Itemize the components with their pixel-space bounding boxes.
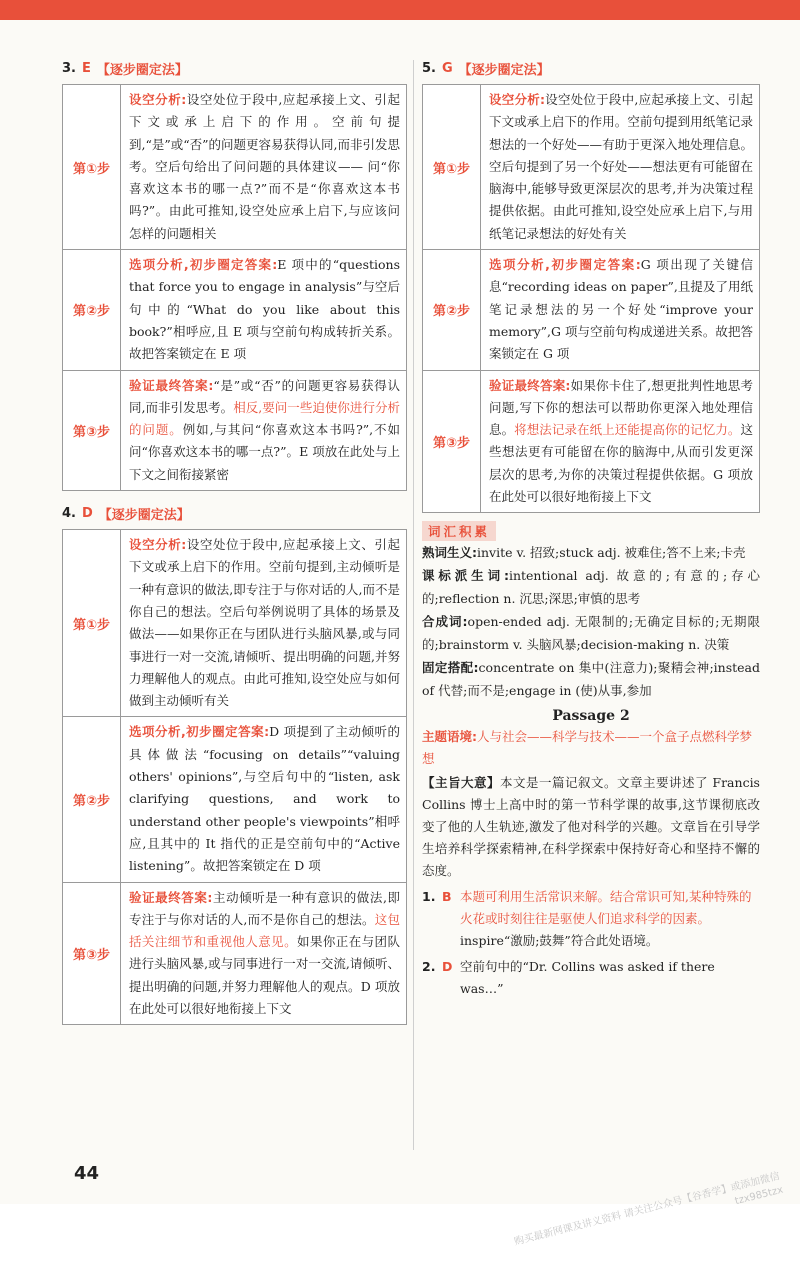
q3-step1-label: 第①步 [63,85,121,250]
right-column [422,56,760,1000]
answer-letter: D [442,959,453,975]
q5-step1-lead: 设空分析: [489,92,545,107]
vocab-text: intentional adj. 故意的;有意的;存心的;reflection n. 沉思;深思;审慎的思考 [422,568,760,607]
answer-number: 2. [422,959,436,975]
q5-step2-row [423,250,760,370]
q4-step2-text: D 项提到了主动倾听的具体做法“focusing on details”“valuing others' opinions”,与空后句中的“listen, ask clarifying questions, and work to understand other people's viewpoints”相呼应,且其中的 It 指代的正是空前句中的“Active listening”。故把答案锁定在 D 项 [129,724,401,874]
q3-step1-row [63,85,407,250]
watermark: 购买最新网课及讲义资料 请关注公众号【谷香学】或添加微信 tzx985tzx [513,1170,785,1248]
q3-step3-body [121,370,407,490]
q3-step3-label: 第③步 [63,370,121,490]
vocab-label: 固定搭配: [422,660,479,676]
main-idea-text: 本文是一篇记叙文。文章主要讲述了 Francis Collins 博士上高中时的第一节科学课的故事,这节课彻底改变了他的人生轨迹,激发了他对科学的兴趣。文章旨在引导学生培养科学探索精神,在科学探索中保持好奇心和坚持不懈的态度。 [422,775,760,879]
q4-step2-label: 第②步 [63,717,121,882]
q5-step1-label: 第①步 [423,85,481,250]
q3-answer: E [81,60,91,76]
q3-number: 3. [62,60,76,76]
q3-step3-text-a: “是”或“否”的问题更容易获得认同,而非引发思考。 [129,377,401,415]
page [0,20,800,1248]
page-number: 44 [74,1163,100,1184]
theme-value: 人与社会——科学与技术——一个盒子点燃科学梦想 [422,729,753,767]
q4-step1-text: 设空处位于段中,应起承接上文、引起下文或承上启下的作用。空前句提到,主动倾听是一种有意识的做法,即专注于与你对话的人,而不是你自己的想法。空后句举例说明了具体的场景及做法——如果你正在与团队进行头脑风暴,或与同事进行一对一交流,请倾听、提出明确的问题,并努力理解他人的观点。由此可推知,设空处应与如何做到主动倾听有关 [129,537,400,709]
vocab-label: 合成词: [422,614,468,630]
passage-title: Passage 2 [552,708,630,725]
q5-number: 5. [422,60,436,76]
q5-step3-text-a: 如果你卡住了,想更批判性地思考问题,写下你的想法可以帮助你更深入地处理信息。 [489,377,753,438]
answer-text [460,956,760,1000]
vocab-text: concentrate on 集中(注意力);聚精会神;instead of 代替;而不是;engage in (使)从事,参加 [422,660,761,699]
q5-step3-text-b: 这些想法更有可能留在你的脑海中,从而引发更深层次的思考,为你的决策过程提供依据。G 项放在此处可以很好地衔接上下文 [489,422,753,505]
column-divider [413,60,414,1150]
q4-step2-row [63,717,407,882]
q3-step3-highlight: 相反,要问一些迫使你进行分析的问题。 [129,399,400,438]
q5-step3-highlight: 将想法记录在纸上还能提高你的记忆力。 [514,422,741,438]
vocab-list [422,541,760,702]
theme-line [422,726,760,770]
answer-item [422,956,760,1000]
q3-step3-text-b: 例如,与其问“你喜欢这本书吗?”,不如问“你喜欢这本书的哪一点?”。E 项放在此处与上下文之间衔接紧密 [129,422,400,482]
vocab-title: 词汇积累 [422,521,496,541]
vocab-row [422,541,760,564]
q3-step3-lead: 验证最终答案: [129,377,214,393]
q5-answer: G [441,60,453,76]
vocab-row [422,610,760,656]
q4-method: 【逐步圈定法】 [98,507,190,523]
vocab-row [422,656,760,702]
answer-text [460,886,760,952]
q3-heading [62,56,407,80]
q4-step3-body [121,882,407,1025]
vocab-row [422,564,760,610]
q5-steps-table [422,84,760,513]
q4-step3-label: 第③步 [63,882,121,1025]
answer-number: 1. [422,889,436,905]
answer-body: inspire“激励;鼓舞”符合此处语境。 [460,933,659,949]
answer-body: 空前句中的“Dr. Collins was asked if there was…” [460,959,715,997]
q5-step3-body [481,370,760,513]
q3-steps-table [62,84,407,491]
q3-step2-row [63,250,407,370]
q4-step3-row [63,882,407,1025]
q4-step1-row [63,530,407,717]
q5-heading [422,56,760,80]
q5-step3-row [423,370,760,513]
q5-step2-text: G 项出现了关键信息“recording ideas on paper”,且提及了用纸笔记录想法的另一个好处“improve your memory”,G 项与空前句构成递进关系。故把答案锁定在 G 项 [489,257,753,362]
q3-step2-body [121,250,407,370]
vocab-text: open-ended adj. 无限制的;无确定目标的;无期限的;brainstorm v. 头脑风暴;decision-making n. 决策 [422,614,760,653]
q3-step1-lead: 设空分析: [129,92,187,107]
answer-item [422,886,760,952]
q3-step1-text: 设空处位于段中,应起承接上文、引起下文或承上启下的作用。空前句提到,“是”或“否”的问题更容易获得认同,而非引发思考。空后句给出了问问题的具体建议—— 问“你喜欢这本书的哪一点?”而不是“你喜欢这本书吗?”。由此可推知,设空处应承上启下,与应该问怎样的问题相关 [129,92,401,241]
main-idea-label: 【主旨大意】 [422,775,500,791]
q4-number: 4. [62,505,76,521]
q5-step1-row [423,85,760,250]
q3-step2-label: 第②步 [63,250,121,370]
q3-step1-body [121,85,407,250]
theme-label: 主题语境: [422,729,477,745]
q4-step2-lead: 选项分析,初步圈定答案: [129,724,270,740]
vocab-label: 课标派生词: [422,568,509,584]
q4-step1-lead: 设空分析: [129,537,187,553]
q4-answer: D [81,505,93,521]
q4-step3-highlight: 这包括关注细节和重视他人意见。 [129,911,400,950]
q5-step2-body [481,250,760,370]
q4-step3-lead: 验证最终答案: [129,889,213,905]
q3-step3-row [63,370,407,490]
q4-steps-table [62,529,407,1025]
q3-step2-lead: 选项分析,初步圈定答案: [129,257,278,273]
vocab-label: 熟词生义: [422,545,477,561]
answer-letter: B [442,889,452,905]
q4-step3-text-a: 主动倾听是一种有意识的做法,即专注于与你对话的人,而不是你自己的想法。 [129,889,400,927]
q4-heading [62,501,407,525]
q3-step2-text: E 项中的“questions that force you to engage in analysis”与空后句中的“What do you like about this book?”相呼应,且 E 项与空前句构成转折关系。故把答案锁定在 E 项 [129,257,400,362]
q5-step1-text: 设空处位于段中,应起承接上文、引起下文或承上启下的作用。空前句提到用纸笔记录想法的一个好处——有助于更深入地处理信息。空后句提到了另一个好处——想法更有可能留在脑海中,能够导致更深层次的思考,并为决策过程提供依据。由此可推知,设空处应承上启下,与用纸笔记录想法的好处有关 [489,92,754,241]
q5-step2-label: 第②步 [423,250,481,370]
q4-step2-body [121,717,407,882]
main-idea [422,772,760,882]
q5-step1-body [481,85,760,250]
q4-step1-label: 第①步 [63,530,121,717]
q5-method: 【逐步圈定法】 [458,62,550,78]
answer-highlight: 本题可利用生活常识来解。结合常识可知,某种特殊的火花或时刻往往是驱使人们追求科学的因素。 [460,889,752,927]
q5-step3-lead: 验证最终答案: [489,377,571,393]
q5-step3-label: 第③步 [423,370,481,513]
top-color-bar [0,0,800,20]
q4-step3-text-b: 如果你正在与团队进行头脑风暴,或与同事进行一对一交流,请倾听、提出明确的问题,并努力理解他人的观点。D 项放在此处可以很好地衔接上下文 [129,934,400,1016]
left-column [62,56,407,1025]
q5-step2-lead: 选项分析,初步圈定答案: [489,257,641,273]
vocab-text: invite v. 招致;stuck adj. 被难住;答不上来;卡壳 [477,545,746,561]
q4-step1-body [121,530,407,717]
q3-method: 【逐步圈定法】 [96,62,188,78]
